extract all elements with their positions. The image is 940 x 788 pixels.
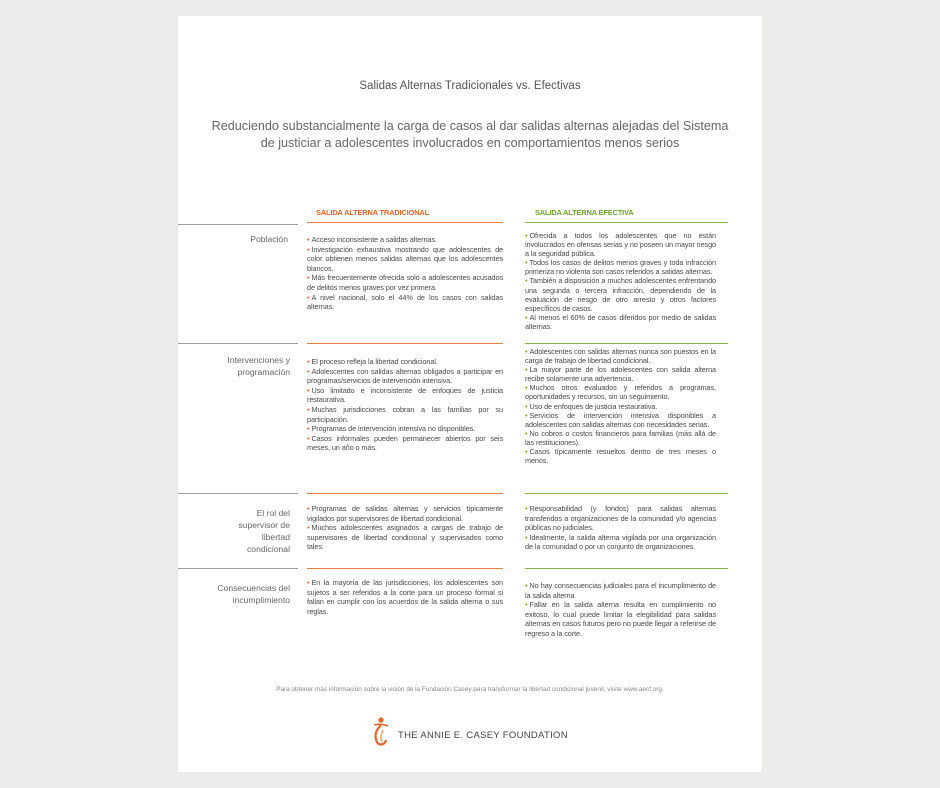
list-item: • Ofrecida a todos los adolescentes que no están involucrados en ofensas serias y no poseen un mayor riesgo a la seguridad pública.: [525, 231, 716, 259]
list-item: • También a disposición a muchos adolescentes enfrentando una segunda o tercera infracción, dependiendo de la evaluación de riesgo de otro arresto y otros factores específicos de casos.: [525, 276, 716, 313]
list-item: • Idealmente, la salida alterna vigilada por una organización de la comunidad o por un conjunto de organizaciones.: [525, 532, 716, 552]
cell-intervenciones-traditional: [307, 357, 503, 453]
bullet-icon: •: [525, 258, 528, 268]
cell-consecuencias-traditional: [307, 578, 503, 616]
row-rule-effective: [525, 568, 728, 569]
bullet-icon: •: [525, 504, 528, 513]
list-item: • Uso de enfoques de justicia restaurativa.: [525, 401, 658, 411]
bullet-icon: •: [525, 428, 528, 438]
bullet-icon: •: [525, 401, 528, 411]
list-item: • Adolescentes con salidas alternas obligados a participar en programas/servicios de intervención intensiva.: [307, 366, 503, 386]
list-item: • Casos típicamente resueltos dentro de tres meses o menos.: [525, 447, 716, 466]
row-label-poblacion: Población: [250, 234, 288, 244]
footer-note: Para obtener más información sobre la visión de la Fundación Casey para transformar la libertad condicional juvenil, visite www.aecf.org.: [276, 686, 664, 693]
list-item: • Adolescentes con salidas alternas nunca son puestos en la carga de trabajo de libertad condicional.: [525, 347, 716, 366]
row-rule-label: [178, 343, 298, 344]
row-rule-effective: [525, 343, 728, 344]
bullet-icon: •: [525, 410, 528, 420]
bullet-icon: •: [307, 235, 310, 244]
list-item: • Responsabilidad (y fondos) para salidas alternas transferidos a organizaciones de la comunidad y/o agencias públicas no judiciales.: [525, 504, 716, 533]
list-item: • Programas de intervención intensiva no disponibles.: [307, 424, 476, 434]
bullet-icon: •: [307, 292, 310, 302]
row-label-supervisor: El rol del supervisor de libertad condicional: [238, 508, 290, 554]
list-item: • El proceso refleja la libertad condicional.: [307, 357, 438, 366]
list-item: • Casos informales pueden permanecer abiertos por seis meses, un año o más.: [307, 433, 503, 453]
column-header-effective: SALIDA ALTERNA EFECTIVA: [535, 208, 634, 217]
bullet-icon: •: [307, 404, 310, 414]
row-rule-label: [178, 568, 298, 569]
row-rule-traditional: [307, 493, 503, 494]
list-item: • Muchas jurisdicciones cobran a las familias por su participación.: [307, 404, 503, 424]
row-label-consecuencias: Consecuencias del incumplimiento: [217, 583, 290, 605]
cell-supervisor-effective: [525, 504, 716, 552]
bullet-icon: •: [307, 244, 310, 254]
bullet-icon: •: [525, 365, 528, 375]
bullet-icon: •: [307, 273, 310, 283]
foundation-logo-icon: [370, 716, 392, 748]
list-item: • Servicios de intervención intensiva disponibles a adolescentes con salidas alternas con necesidades serias.: [525, 410, 716, 429]
bullet-icon: •: [525, 532, 528, 542]
list-item: • No hay consecuencias judiciales para el incumplimiento de la salida alterna: [525, 581, 716, 600]
document-page: [178, 16, 762, 772]
list-item: • Más frecuentemente ofrecida solo a adolescentes acusados de delitos menos graves por vez primera.: [307, 273, 503, 292]
cell-consecuencias-effective: [525, 581, 716, 639]
row-rule-label: [178, 224, 298, 225]
bullet-icon: •: [525, 312, 528, 322]
foundation-logo: [370, 716, 590, 750]
list-item: • Uso limitado e inconsistente de enfoques de justicia restaurativa.: [307, 385, 503, 405]
list-item: • Muchos otros evaluados y referidos a programas, oportunidades y recursos, sin un seguimiento.: [525, 383, 716, 402]
document-title: Salidas Alternas Tradicionales vs. Efectivas: [359, 80, 581, 92]
bullet-icon: •: [307, 357, 310, 366]
row-rule-traditional: [307, 568, 503, 569]
row-rule-traditional: [307, 343, 503, 344]
row-rule-label: [178, 493, 298, 494]
foundation-logo-text: THE ANNIE E. CASEY FOUNDATION: [398, 730, 568, 741]
bullet-icon: •: [307, 366, 310, 376]
bullet-icon: •: [307, 385, 310, 395]
bullet-icon: •: [525, 231, 528, 240]
document-subtitle: Reduciendo substancialmente la carga de casos al dar salidas alternas alejadas del Sistema de justiciar a adolescentes involucrados en comportamientos menos serios: [211, 119, 729, 150]
column-header-traditional: SALIDA ALTERNA TRADICIONAL: [316, 208, 429, 217]
list-item: • Investigación exhaustiva mostrando que adolescentes de color obtienen menos salidas alternas que los adolescentes blancos.: [307, 244, 503, 273]
bullet-icon: •: [525, 276, 528, 286]
cell-poblacion-effective: [525, 231, 716, 331]
bullet-icon: •: [525, 600, 528, 610]
bullet-icon: •: [307, 578, 310, 587]
row-label-intervenciones: Intervenciones y programación: [227, 355, 290, 377]
bullet-icon: •: [525, 383, 528, 393]
list-item: • A nivel nacional, solo el 44% de los casos con salidas alternas.: [307, 292, 503, 312]
bullet-icon: •: [307, 504, 310, 513]
bullet-icon: •: [307, 433, 310, 443]
list-item: • Programas de salidas alternas y servicios típicamente vigilados por supervisores de libertad condicional.: [307, 504, 503, 523]
list-item: • Fallar en la salida alterna resulta en cumplimiento no exitoso, lo cual puede limitar la elegibilidad para salidas alternas en casos futuros pero no puede llegar a referirse de regreso a la corte.: [525, 600, 716, 638]
list-item: • Todos los casos de delitos menos graves y toda infracción primeriza no violenta son casos referidos a salidas alternas.: [525, 258, 716, 277]
list-item: • Acceso inconsistente a salidas alternas.: [307, 235, 437, 244]
bullet-icon: •: [307, 523, 310, 533]
bullet-icon: •: [525, 581, 528, 590]
list-item: • Muchos adolescentes asignados a cargas de trabajo de supervisores de libertad condicional y supervisados como tales.: [307, 523, 503, 552]
bullet-icon: •: [525, 447, 528, 457]
row-rule-effective: [525, 493, 728, 494]
cell-intervenciones-effective: [525, 347, 716, 465]
header-rule-traditional: [307, 222, 503, 223]
list-item: • La mayor parte de los adolescentes con salida alterna recibe solamente una advertencia.: [525, 365, 716, 384]
bullet-icon: •: [307, 424, 310, 434]
cell-supervisor-traditional: [307, 504, 503, 552]
cell-poblacion-traditional: [307, 235, 503, 312]
list-item: • No cobros o costos financieros para familias (más allá de las restituciones).: [525, 428, 716, 447]
bullet-icon: •: [525, 347, 528, 356]
list-item: • Al menos el 60% de casos diferidos por medio de salidas alternas.: [525, 312, 716, 331]
list-item: • En la mayoría de las jurisdicciones, los adolescentes son sujetos a ser referidos a la corte para un proceso formal si fallan en cumplir con los acuerdos de la salida alterna o sus reglas.: [307, 578, 503, 616]
header-rule-effective: [525, 222, 728, 223]
